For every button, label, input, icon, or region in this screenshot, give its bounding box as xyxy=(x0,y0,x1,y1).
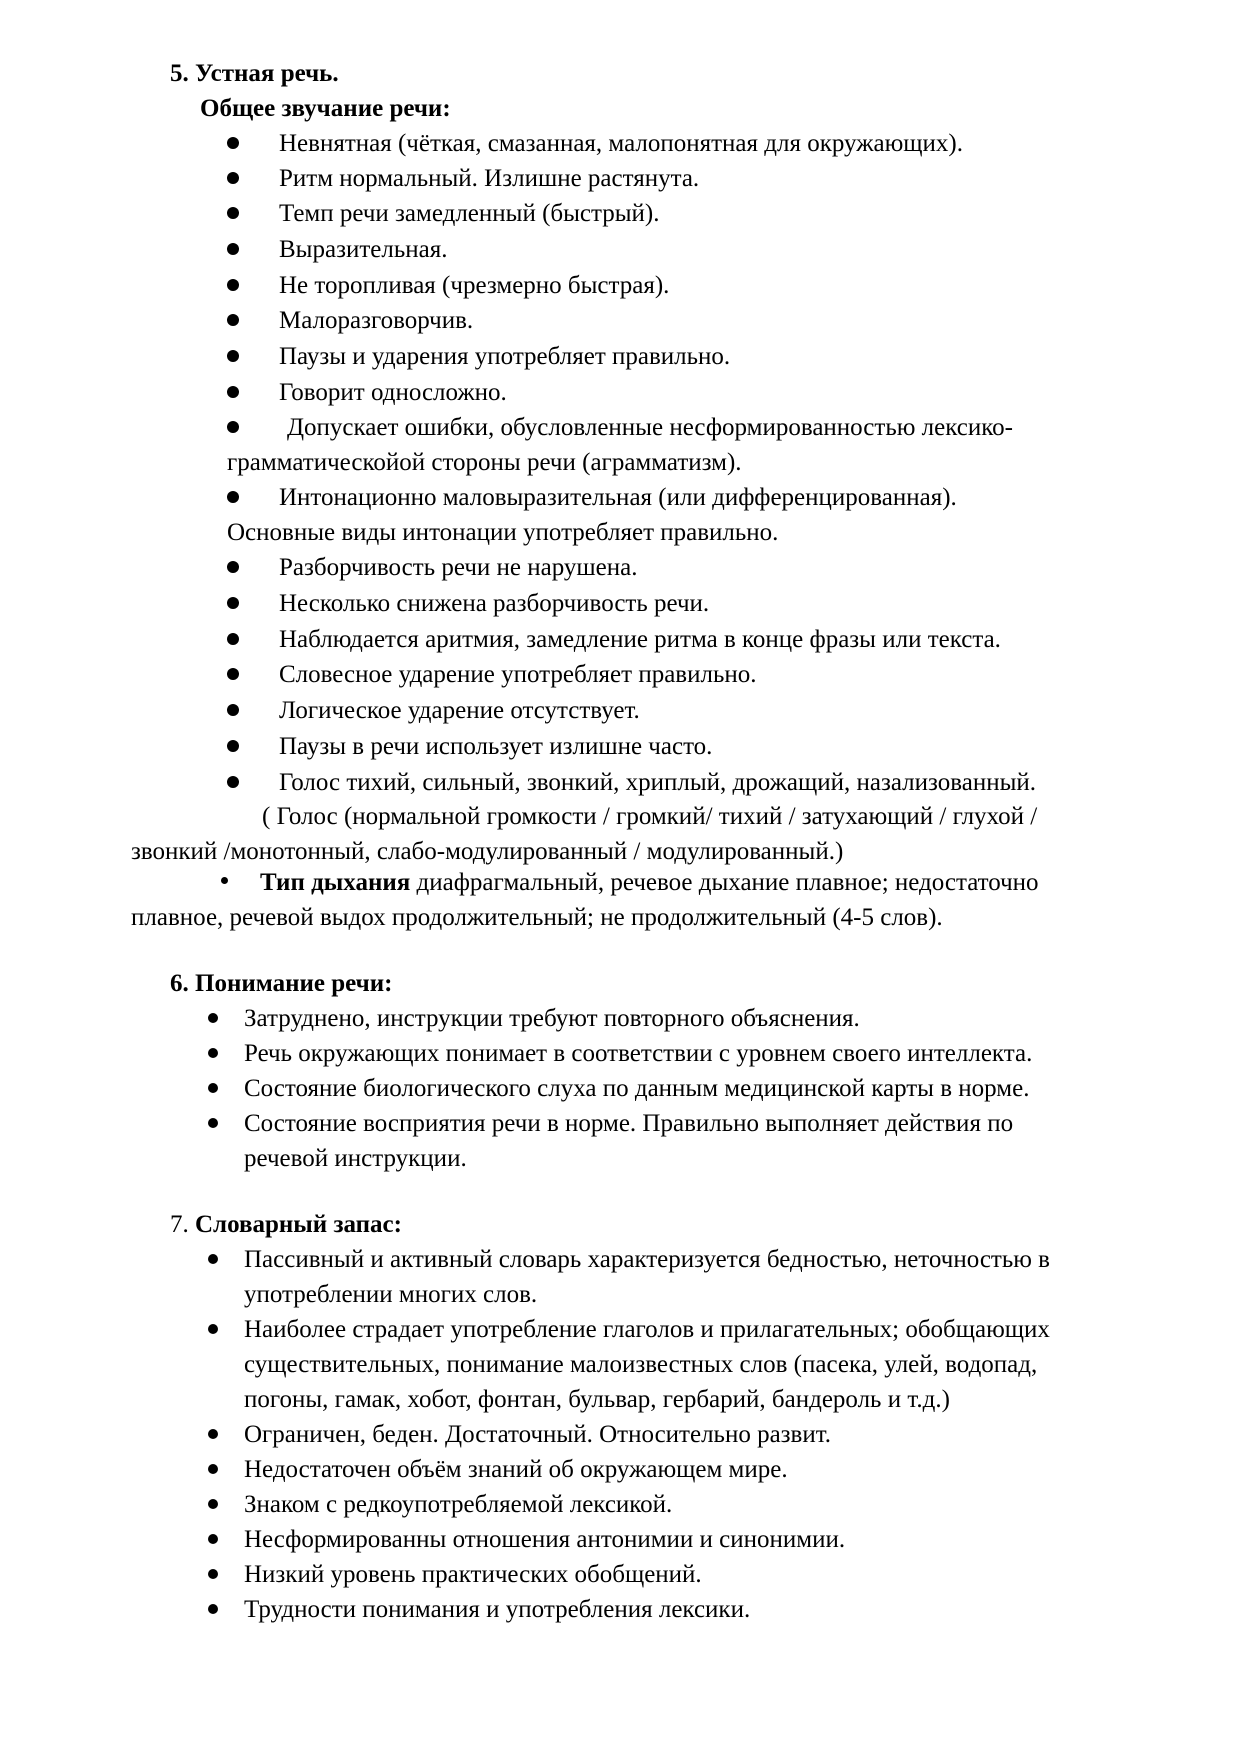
list-item: Несформированны отношения антонимии и синонимии. xyxy=(244,1526,846,1553)
breathing-type-continuation: плавное, речевой выдох продолжительный; не продолжительный (4-5 слов). xyxy=(131,904,943,931)
list-item: Допускает ошибки, обусловленные несформированностью лексико- xyxy=(287,414,1013,441)
bullet-icon xyxy=(208,1118,218,1128)
bullet-icon xyxy=(227,776,239,788)
voice-note: ( Голос (нормальной громкости / громкий/ тихий / затухающий / глухой / xyxy=(262,803,1038,830)
section-7-heading xyxy=(170,1207,402,1242)
list-item: Речь окружающих понимает в соответствии с уровнем своего интеллекта. xyxy=(244,1040,1033,1067)
list-item-continuation: употреблении многих слов. xyxy=(244,1281,538,1308)
breathing-type-label: Тип дыхания xyxy=(260,869,411,896)
list-item: Недостаточен объём знаний об окружающем мире. xyxy=(244,1456,788,1483)
bullet-icon xyxy=(227,350,239,362)
list-item: Наблюдается аритмия, замедление ритма в конце фразы или текста. xyxy=(279,626,1001,653)
bullet-icon xyxy=(221,877,228,884)
section-6-heading xyxy=(170,966,392,1001)
bullet-icon xyxy=(208,1013,218,1023)
bullet-icon xyxy=(227,421,239,433)
bullet-icon xyxy=(208,1429,218,1439)
bullet-icon xyxy=(227,207,239,219)
list-item: Трудности понимания и употребления лексики. xyxy=(244,1596,751,1623)
bullet-icon xyxy=(208,1534,218,1544)
bullet-icon xyxy=(227,172,239,184)
bullet-icon xyxy=(227,137,239,149)
bullet-icon xyxy=(227,704,239,716)
list-item-continuation: грамматическойой стороны речи (аграмматизм). xyxy=(227,449,742,476)
bullet-icon xyxy=(227,740,239,752)
bullet-icon xyxy=(227,314,239,326)
voice-note: звонкий /монотонный, слабо-модулированный / модулированный.) xyxy=(131,838,844,865)
bullet-icon xyxy=(227,561,239,573)
bullet-icon xyxy=(208,1324,218,1334)
bullet-icon xyxy=(227,279,239,291)
bullet-icon xyxy=(208,1048,218,1058)
section-5-title: Устная речь. xyxy=(195,60,339,87)
bullet-icon xyxy=(208,1604,218,1614)
bullet-icon xyxy=(227,491,239,503)
section-7-title: Словарный запас: xyxy=(195,1211,402,1238)
list-item: Выразительная. xyxy=(279,236,448,263)
list-item: Ритм нормальный. Излишне растянута. xyxy=(279,165,700,192)
section-7-number: 7. xyxy=(170,1211,189,1238)
list-item: Состояние биологического слуха по данным медицинской карты в норме. xyxy=(244,1075,1030,1102)
list-item: Интонационно маловыразительная (или дифференцированная). xyxy=(279,484,957,511)
list-item: Паузы и ударения употребляет правильно. xyxy=(279,343,731,370)
breathing-type xyxy=(260,865,1039,900)
list-item: Не торопливая (чрезмерно быстрая). xyxy=(279,272,670,299)
section-6-number: 6. xyxy=(170,970,189,997)
bullet-icon xyxy=(208,1569,218,1579)
section-6-title: Понимание речи: xyxy=(195,970,393,997)
section-5-heading xyxy=(170,56,339,91)
list-item: Наиболее страдает употребление глаголов и прилагательных; обобщающих xyxy=(244,1316,1050,1343)
list-item: Пассивный и активный словарь характеризуется бедностью, неточностью в xyxy=(244,1246,1050,1273)
list-item: Паузы в речи использует излишне часто. xyxy=(279,733,713,760)
list-item: Словесное ударение употребляет правильно. xyxy=(279,661,757,688)
list-item-continuation: речевой инструкции. xyxy=(244,1145,467,1172)
list-item: Невнятная (чёткая, смазанная, малопонятная для окружающих). xyxy=(279,130,963,157)
list-item: Ограничен, беден. Достаточный. Относительно развит. xyxy=(244,1421,832,1448)
list-item: Несколько снижена разборчивость речи. xyxy=(279,590,710,617)
bullet-icon xyxy=(227,597,239,609)
list-item-continuation: Основные виды интонации употребляет правильно. xyxy=(227,519,779,546)
list-item-continuation: погоны, гамак, хобот, фонтан, бульвар, гербарий, бандероль и т.д.) xyxy=(244,1386,950,1413)
bullet-icon xyxy=(227,243,239,255)
section-5-number: 5. xyxy=(170,60,189,87)
list-item: Темп речи замедленный (быстрый). xyxy=(279,200,660,227)
bullet-icon xyxy=(208,1499,218,1509)
list-item: Затруднено, инструкции требуют повторного объяснения. xyxy=(244,1005,860,1032)
list-item: Малоразговорчив. xyxy=(279,307,474,334)
list-item: Состояние восприятия речи в норме. Правильно выполняет действия по xyxy=(244,1110,1014,1137)
bullet-icon xyxy=(227,633,239,645)
list-item-continuation: существительных, понимание малоизвестных слов (пасека, улей, водопад, xyxy=(244,1351,1038,1378)
list-item: Говорит односложно. xyxy=(279,379,507,406)
list-item: Разборчивость речи не нарушена. xyxy=(279,554,638,581)
list-item: Голос тихий, сильный, звонкий, хриплый, дрожащий, назализованный. xyxy=(279,769,1037,796)
bullet-icon xyxy=(227,386,239,398)
list-item: Знаком с редкоупотребляемой лексикой. xyxy=(244,1491,673,1518)
list-item: Логическое ударение отсутствует. xyxy=(279,697,640,724)
list-item: Низкий уровень практических обобщений. xyxy=(244,1561,702,1588)
breathing-type-text: диафрагмальный, речевое дыхание плавное; недостаточно xyxy=(410,869,1039,896)
bullet-icon xyxy=(208,1083,218,1093)
bullet-icon xyxy=(208,1254,218,1264)
section-5-subtitle: Общее звучание речи: xyxy=(200,95,451,122)
bullet-icon xyxy=(208,1464,218,1474)
bullet-icon xyxy=(227,668,239,680)
